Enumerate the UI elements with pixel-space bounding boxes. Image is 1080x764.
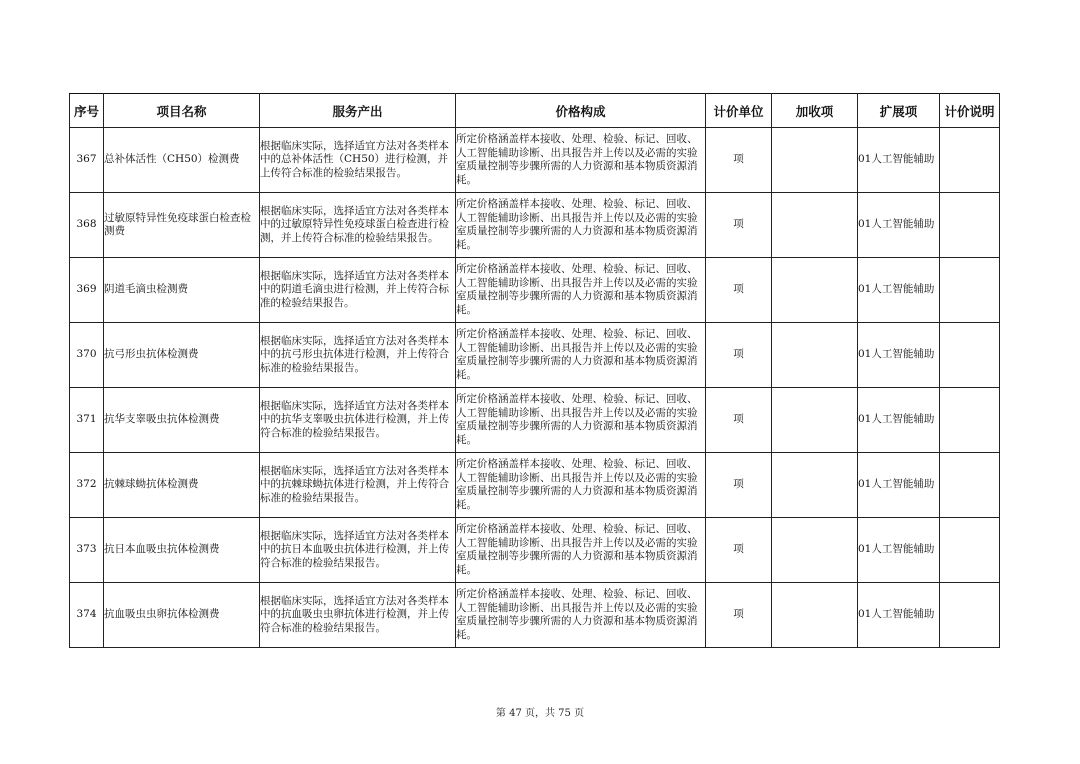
extension-item: 01人工智能辅助 bbox=[858, 128, 940, 193]
pricing-unit: 项 bbox=[706, 258, 772, 323]
pricing-note bbox=[940, 583, 1000, 648]
pricing-unit: 项 bbox=[706, 323, 772, 388]
fee-table bbox=[69, 93, 1000, 648]
pricing-unit: 项 bbox=[706, 518, 772, 583]
table-row bbox=[70, 518, 1000, 583]
header-surcharge: 加收项 bbox=[772, 94, 858, 128]
service-output: 根据临床实际，选择适宜方法对各类样本中的抗血吸虫虫卵抗体进行检测，并上传符合标准的检验结果报告。 bbox=[260, 583, 456, 648]
price-composition: 所定价格涵盖样本接收、处理、检验、标记、回收、人工智能辅助诊断、出具报告并上传以及必需的实验室质量控制等步骤所需的人力资源和基本物质资源消耗。 bbox=[456, 388, 706, 453]
extension-item: 01人工智能辅助 bbox=[858, 518, 940, 583]
surcharge bbox=[772, 453, 858, 518]
table-row bbox=[70, 388, 1000, 453]
pricing-unit: 项 bbox=[706, 128, 772, 193]
price-composition: 所定价格涵盖样本接收、处理、检验、标记、回收、人工智能辅助诊断、出具报告并上传以及必需的实验室质量控制等步骤所需的人力资源和基本物质资源消耗。 bbox=[456, 323, 706, 388]
header-unit: 计价单位 bbox=[706, 94, 772, 128]
table-row bbox=[70, 453, 1000, 518]
service-output: 根据临床实际，选择适宜方法对各类样本中的阴道毛滴虫进行检测，并上传符合标准的检验结果报告。 bbox=[260, 258, 456, 323]
pricing-unit: 项 bbox=[706, 388, 772, 453]
row-number: 369 bbox=[70, 258, 104, 323]
row-number: 371 bbox=[70, 388, 104, 453]
price-composition: 所定价格涵盖样本接收、处理、检验、标记、回收、人工智能辅助诊断、出具报告并上传以及必需的实验室质量控制等步骤所需的人力资源和基本物质资源消耗。 bbox=[456, 193, 706, 258]
header-no: 序号 bbox=[70, 94, 104, 128]
pricing-note bbox=[940, 193, 1000, 258]
row-number: 374 bbox=[70, 583, 104, 648]
pricing-unit: 项 bbox=[706, 453, 772, 518]
item-name: 抗弓形虫抗体检测费 bbox=[104, 323, 260, 388]
row-number: 373 bbox=[70, 518, 104, 583]
header-row bbox=[70, 94, 1000, 128]
row-number: 372 bbox=[70, 453, 104, 518]
price-composition: 所定价格涵盖样本接收、处理、检验、标记、回收、人工智能辅助诊断、出具报告并上传以及必需的实验室质量控制等步骤所需的人力资源和基本物质资源消耗。 bbox=[456, 128, 706, 193]
item-name: 抗日本血吸虫抗体检测费 bbox=[104, 518, 260, 583]
table-row bbox=[70, 323, 1000, 388]
pricing-note bbox=[940, 323, 1000, 388]
service-output: 根据临床实际，选择适宜方法对各类样本中的抗弓形虫抗体进行检测，并上传符合标准的检验结果报告。 bbox=[260, 323, 456, 388]
header-price: 价格构成 bbox=[456, 94, 706, 128]
service-output: 根据临床实际，选择适宜方法对各类样本中的抗棘球蚴抗体进行检测，并上传符合标准的检验结果报告。 bbox=[260, 453, 456, 518]
price-composition: 所定价格涵盖样本接收、处理、检验、标记、回收、人工智能辅助诊断、出具报告并上传以及必需的实验室质量控制等步骤所需的人力资源和基本物质资源消耗。 bbox=[456, 583, 706, 648]
item-name: 抗华支睾吸虫抗体检测费 bbox=[104, 388, 260, 453]
table-row bbox=[70, 583, 1000, 648]
item-name: 抗棘球蚴抗体检测费 bbox=[104, 453, 260, 518]
surcharge bbox=[772, 583, 858, 648]
surcharge bbox=[772, 388, 858, 453]
extension-item: 01人工智能辅助 bbox=[858, 453, 940, 518]
row-number: 367 bbox=[70, 128, 104, 193]
table-row bbox=[70, 128, 1000, 193]
extension-item: 01人工智能辅助 bbox=[858, 323, 940, 388]
item-name: 阴道毛滴虫检测费 bbox=[104, 258, 260, 323]
surcharge bbox=[772, 518, 858, 583]
pricing-note bbox=[940, 258, 1000, 323]
service-output: 根据临床实际，选择适宜方法对各类样本中的抗华支睾吸虫抗体进行检测，并上传符合标准的检验结果报告。 bbox=[260, 388, 456, 453]
surcharge bbox=[772, 193, 858, 258]
pricing-note bbox=[940, 128, 1000, 193]
service-output: 根据临床实际，选择适宜方法对各类样本中的总补体活性（CH50）进行检测，并上传符合标准的检验结果报告。 bbox=[260, 128, 456, 193]
extension-item: 01人工智能辅助 bbox=[858, 258, 940, 323]
service-output: 根据临床实际，选择适宜方法对各类样本中的过敏原特异性免疫球蛋白检查进行检测，并上传符合标准的检验结果报告。 bbox=[260, 193, 456, 258]
pricing-unit: 项 bbox=[706, 193, 772, 258]
pricing-note bbox=[940, 518, 1000, 583]
pricing-unit: 项 bbox=[706, 583, 772, 648]
item-name: 抗血吸虫虫卵抗体检测费 bbox=[104, 583, 260, 648]
price-composition: 所定价格涵盖样本接收、处理、检验、标记、回收、人工智能辅助诊断、出具报告并上传以及必需的实验室质量控制等步骤所需的人力资源和基本物质资源消耗。 bbox=[456, 258, 706, 323]
header-name: 项目名称 bbox=[104, 94, 260, 128]
table-row bbox=[70, 258, 1000, 323]
table-row bbox=[70, 193, 1000, 258]
surcharge bbox=[772, 128, 858, 193]
pricing-note bbox=[940, 453, 1000, 518]
item-name: 总补体活性（CH50）检测费 bbox=[104, 128, 260, 193]
service-output: 根据临床实际，选择适宜方法对各类样本中的抗日本血吸虫抗体进行检测，并上传符合标准的检验结果报告。 bbox=[260, 518, 456, 583]
price-composition: 所定价格涵盖样本接收、处理、检验、标记、回收、人工智能辅助诊断、出具报告并上传以及必需的实验室质量控制等步骤所需的人力资源和基本物质资源消耗。 bbox=[456, 518, 706, 583]
header-extension: 扩展项 bbox=[858, 94, 940, 128]
price-composition: 所定价格涵盖样本接收、处理、检验、标记、回收、人工智能辅助诊断、出具报告并上传以及必需的实验室质量控制等步骤所需的人力资源和基本物质资源消耗。 bbox=[456, 453, 706, 518]
extension-item: 01人工智能辅助 bbox=[858, 193, 940, 258]
surcharge bbox=[772, 258, 858, 323]
row-number: 368 bbox=[70, 193, 104, 258]
surcharge bbox=[772, 323, 858, 388]
page-number: 第 47 页，共 75 页 bbox=[495, 708, 585, 719]
item-name: 过敏原特异性免疫球蛋白检查检测费 bbox=[104, 193, 260, 258]
row-number: 370 bbox=[70, 323, 104, 388]
pricing-note bbox=[940, 388, 1000, 453]
header-output: 服务产出 bbox=[260, 94, 456, 128]
extension-item: 01人工智能辅助 bbox=[858, 388, 940, 453]
extension-item: 01人工智能辅助 bbox=[858, 583, 940, 648]
header-note: 计价说明 bbox=[940, 94, 1000, 128]
